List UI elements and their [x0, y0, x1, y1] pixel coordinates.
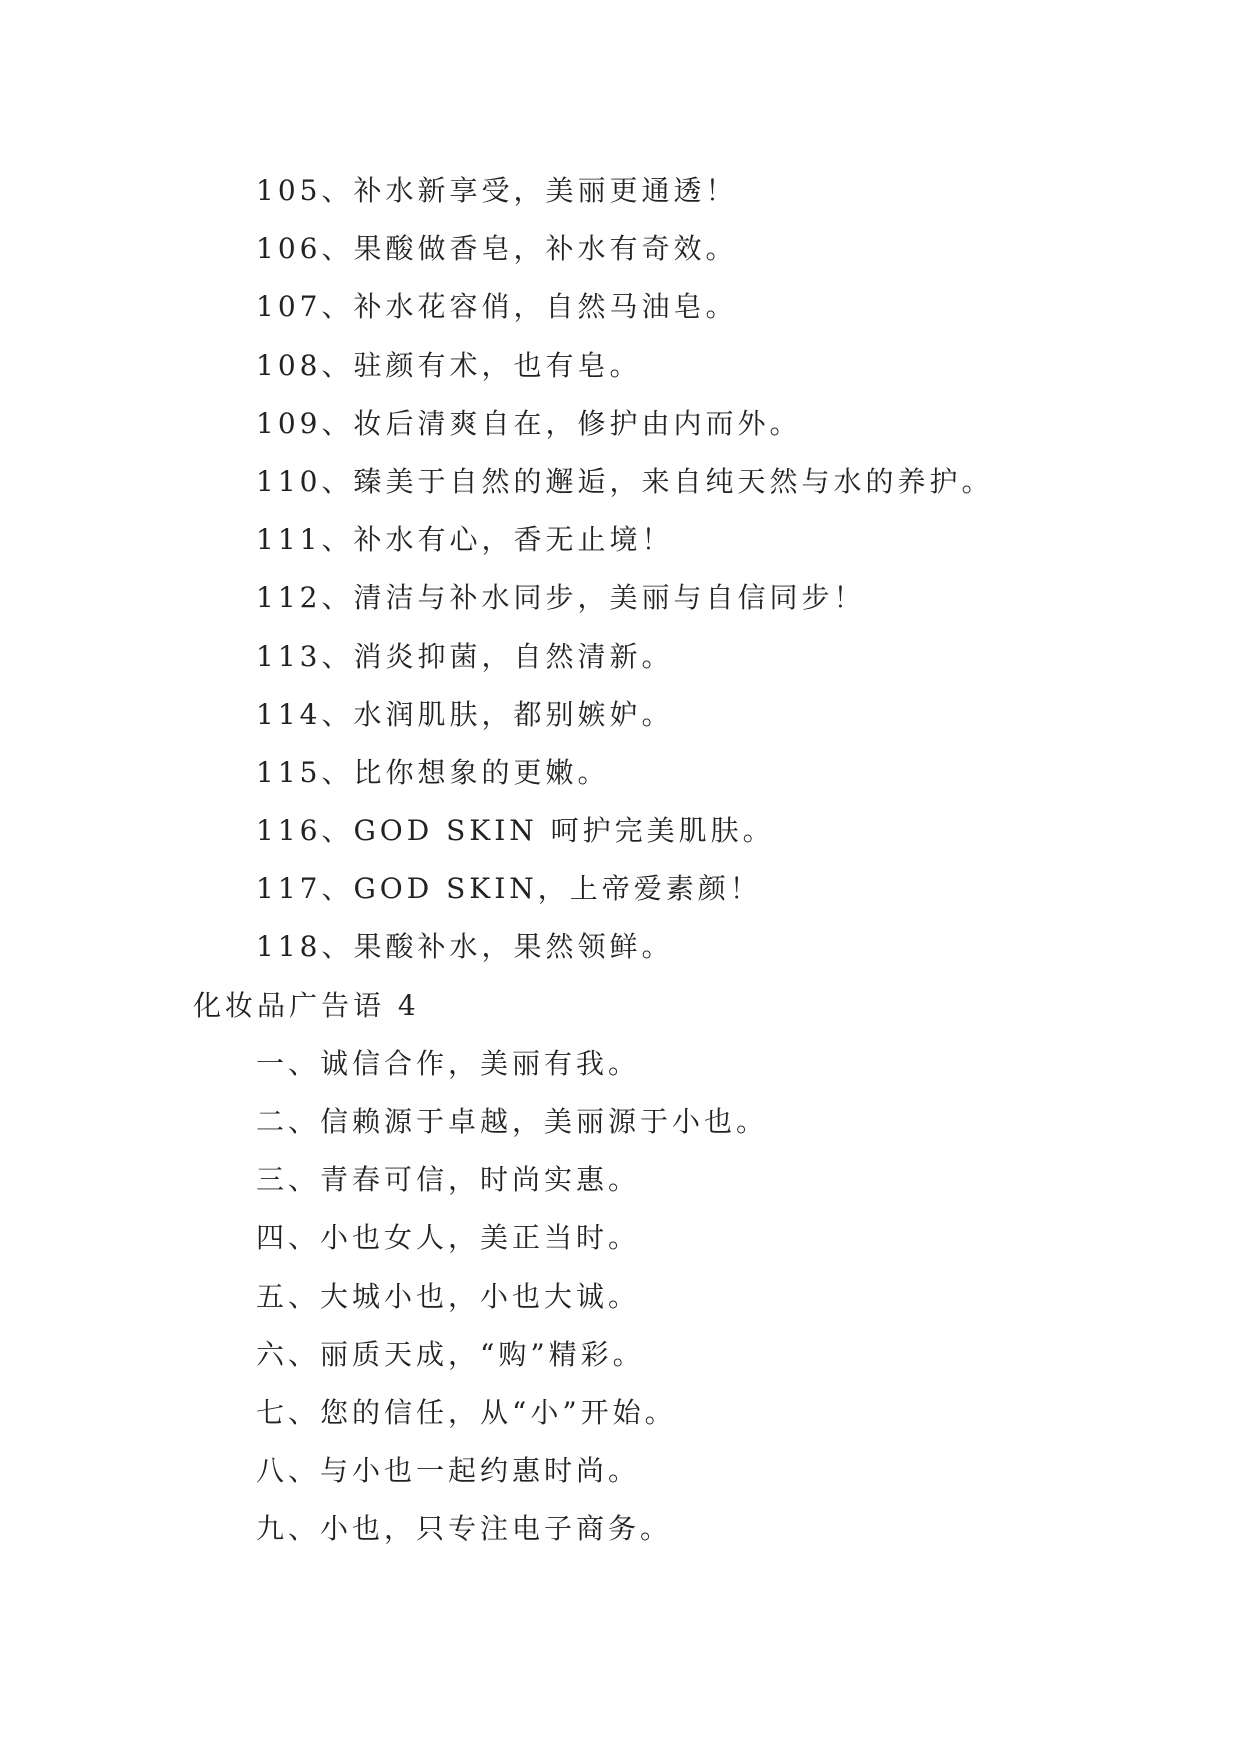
slogan-item-6: 六、丽质天成，“购”精彩。	[256, 1337, 645, 1371]
slogan-item-105: 105、补水新享受，美丽更通透！	[256, 174, 738, 207]
slogan-item-108: 108、驻颜有术，也有皂。	[256, 348, 642, 382]
slogan-item-116: 116、GOD SKIN 呵护完美肌肤。	[256, 814, 775, 848]
slogan-item-115: 115、比你想象的更嫩。	[256, 755, 610, 789]
slogan-item-111: 111、补水有心，香无止境！	[256, 523, 674, 557]
document-body	[0, 162, 1241, 1559]
slogan-item-117: 117、GOD SKIN，上帝爱素颜！	[256, 872, 762, 906]
slogan-item-3: 三、青春可信，时尚实惠。	[256, 1163, 641, 1197]
slogan-item-114: 114、水润肌肤，都别嫉妒。	[256, 697, 674, 731]
slogan-item-118: 118、果酸补水，果然领鲜。	[256, 930, 674, 964]
slogan-item-112: 112、清洁与补水同步，美丽与自信同步！	[256, 581, 866, 615]
slogan-item-9: 九、小也，只专注电子商务。	[256, 1512, 673, 1546]
slogan-item-109: 109、妆后清爽自在，修护由内而外。	[256, 406, 802, 440]
slogan-item-8: 八、与小也一起约惠时尚。	[256, 1454, 641, 1488]
slogan-item-1: 一、诚信合作，美丽有我。	[256, 1046, 641, 1080]
slogan-item-2: 二、信赖源于卓越，美丽源于小也。	[256, 1105, 769, 1138]
slogan-item-106: 106、果酸做香皂，补水有奇效。	[256, 232, 738, 266]
slogan-item-107: 107、补水花容俏，自然马油皂。	[256, 290, 738, 324]
slogan-item-5: 五、大城小也，小也大诚。	[256, 1279, 641, 1313]
slogan-item-110: 110、臻美于自然的邂逅，来自纯天然与水的养护。	[256, 464, 994, 498]
slogan-item-4: 四、小也女人，美正当时。	[256, 1221, 641, 1255]
slogan-item-113: 113、消炎抑菌，自然清新。	[256, 639, 674, 673]
slogan-item-7: 七、您的信任，从“小”开始。	[256, 1395, 677, 1429]
section-heading: 化妆品广告语 4	[193, 988, 420, 1022]
